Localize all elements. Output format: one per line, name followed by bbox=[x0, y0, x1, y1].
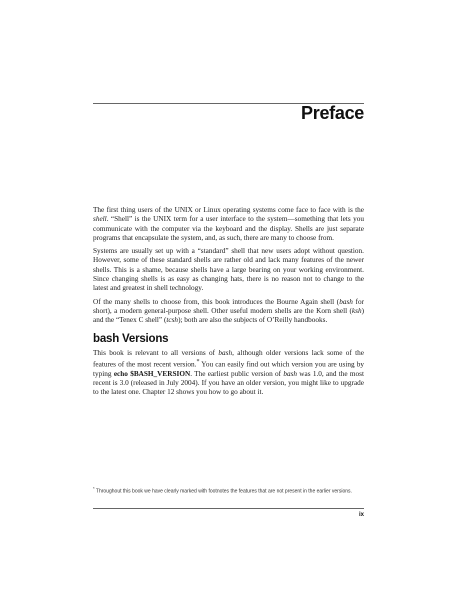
text-run: You can easily find out which version you are using by typing bbox=[93, 360, 364, 378]
footnote-text: Throughout this book we have clearly marked with footnotes the features that are not present in the earlier versions. bbox=[94, 488, 352, 495]
emphasis: shell bbox=[93, 215, 107, 224]
emphasis: bash bbox=[218, 348, 233, 357]
text-run: was 1.0, and the most recent is 3.0 (released in July 2004). If you have an older version, you might like to upgrade to the latest one. Chapter 12 shows you how to go about it. bbox=[93, 369, 365, 397]
paragraph-intro bbox=[93, 206, 364, 243]
text-run: ); both are also the subjects of O’Reilly handbooks. bbox=[178, 316, 328, 325]
emphasis: ksh bbox=[351, 306, 362, 315]
footnote bbox=[93, 486, 364, 495]
text-run: , although older versions lack some of the features of the most recent version. bbox=[93, 348, 364, 369]
command-text: echo $BASH_VERSION bbox=[113, 369, 191, 378]
text-run: . “Shell” is the UNIX term for a user interface to the system—something that lets you communicate with the computer via the keyboard and the display. Shells are just separate programs that encapsulate the system, and, as such, there are many to choose from. bbox=[93, 215, 364, 242]
text-run: ) and the “Tenex C shell” ( bbox=[93, 306, 364, 325]
emphasis: bash bbox=[283, 369, 298, 378]
page-number: ix bbox=[358, 512, 364, 518]
footer-rule bbox=[93, 508, 364, 509]
paragraph-standard-shells: Systems are usually set up with a “standard” shell that new users adopt without question. However, some of these standard shells are rather old and lack many features of the newer shells. This is a shame, because shells have a large bearing on your working environment. Since changing shells is as easy as changing hats, there is no reason not to change to the latest and greatest in shell technology. bbox=[93, 247, 364, 293]
text-run: The first thing users of the UNIX or Linux operating systems come face to face with is the bbox=[93, 206, 364, 214]
section-heading: bash Versions bbox=[93, 332, 169, 345]
footnote-mark: * bbox=[93, 486, 95, 491]
text-run: for short), a modern general-purpose shell. Other useful modern shells are the Korn shell ( bbox=[93, 297, 364, 315]
chapter-title: Preface bbox=[301, 103, 364, 123]
page-body bbox=[93, 206, 364, 402]
text-run: This book is relevant to all versions of bbox=[93, 348, 219, 357]
emphasis: bash bbox=[339, 297, 353, 306]
emphasis: tcsh bbox=[166, 316, 179, 325]
footnote-marker: * bbox=[196, 359, 200, 366]
paragraph-shell-choices bbox=[93, 298, 364, 326]
text-run: Of the many shells to choose from, this book introduces the Bourne Again shell ( bbox=[93, 297, 340, 306]
text-run: . The earliest public version of bbox=[190, 369, 284, 378]
paragraph-versions bbox=[93, 349, 364, 398]
